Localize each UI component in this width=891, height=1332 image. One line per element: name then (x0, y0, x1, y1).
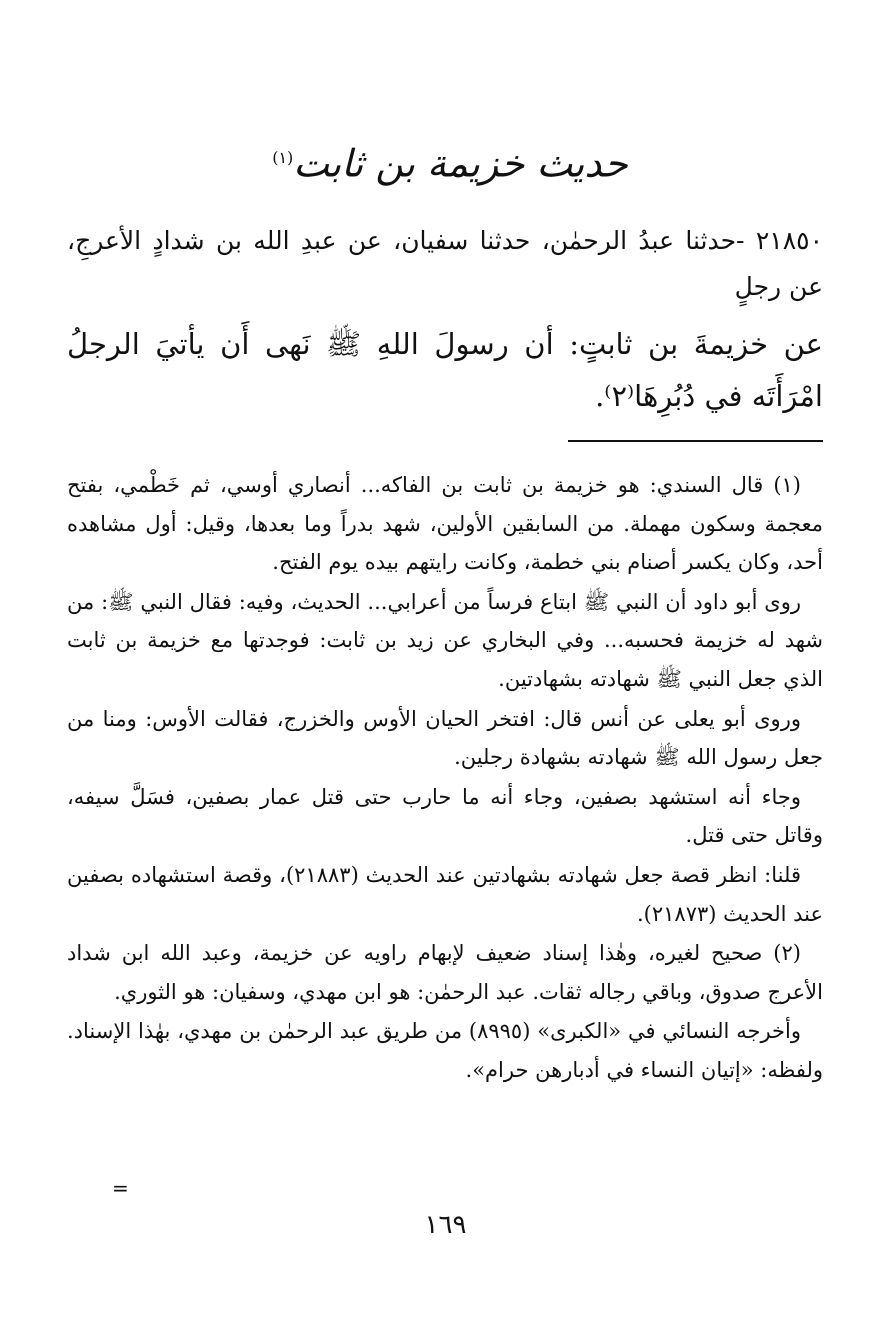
page-number: ١٦٩ (424, 1210, 467, 1240)
footnote-paragraph: وروى أبو يعلى عن أنس قال: افتخر الحيان الأوس والخزرج، فقالت الأوس: ومنا من جعل رسول الله ﷺ شهادته بشهادة رجلين. (67, 706, 823, 770)
chapter-title (250, 128, 650, 198)
footnote-paragraph: روى أبو داود أن النبي ﷺ ابتاع فرساً من أعرابي... الحديث، وفيه: فقال النبي ﷺ: من شهد له خزيمة فحسبه... وفي البخاري عن زيد بن ثابت: فوجدتها مع خزيمة بن ثابت الذي جعل النبي ﷺ شهادته بشهادتين. (67, 589, 823, 691)
continuation-mark: = (112, 1176, 129, 1200)
footnote-paragraph: (١) قال السندي: هو خزيمة بن ثابت بن الفاكه... أنصاري أوسي، ثم خَطْمي، بفتح معجمة وسكون مهملة. من السابقين الأولين، شهد بدراً وما بعدها، وقيل: أول مشاهده أحد، وكان يكسر أصنام بني خطمة، وكانت رايتهم بيده يوم الفتح. (67, 473, 823, 575)
hadith-isnad: ٢١٨٥٠ -حدثنا عبدُ الرحمٰن، حدثنا سفيان، عن عبدِ الله بن شدادٍ الأعرجِ، عن رجلٍ (67, 226, 823, 301)
footnote-paragraph: (٢) صحيح لغيره، وهٰذا إسناد ضعيف لإبهام راويه عن خزيمة، وعبد الله ابن شداد الأعرج صدوق، وباقي رجاله ثقات. عبد الرحمٰن: هو ابن مهدي، وسفيان: هو الثوري. (67, 941, 823, 1004)
chapter-title-text: حديث خزيمة بن ثابت (293, 141, 628, 186)
hadith-matn: عن خزيمةَ بن ثابتٍ: أن رسولَ اللهِ ﷺ نَهى أَن يأتيَ الرجلُ امْرَأَتَه في دُبُرِهَا⁽٢⁾. (67, 327, 823, 413)
footnote-paragraph: قلنا: انظر قصة جعل شهادته بشهادتين عند الحديث (٢١٨٨٣)، وقصة استشهاده بصفين عند الحديث (٢١٨٧٣). (67, 862, 823, 926)
footnote-ref: (١) (272, 148, 294, 167)
footnote-paragraph: وأخرجه النسائي في «الكبرى» (٨٩٩٥) من طريق عبد الرحمٰن بن مهدي، بهٰذا الإسناد. ولفظه: «إتيان النساء في أدبارهن حرام». (67, 1019, 823, 1082)
footnote-separator (568, 440, 823, 442)
footnotes (67, 466, 823, 1091)
footnote-paragraph: وجاء أنه استشهد بصفين، وجاء أنه ما حارب حتى قتل عمار بصفين، فسَلَّ سيفه، وقاتل حتى قتل. (67, 784, 823, 848)
